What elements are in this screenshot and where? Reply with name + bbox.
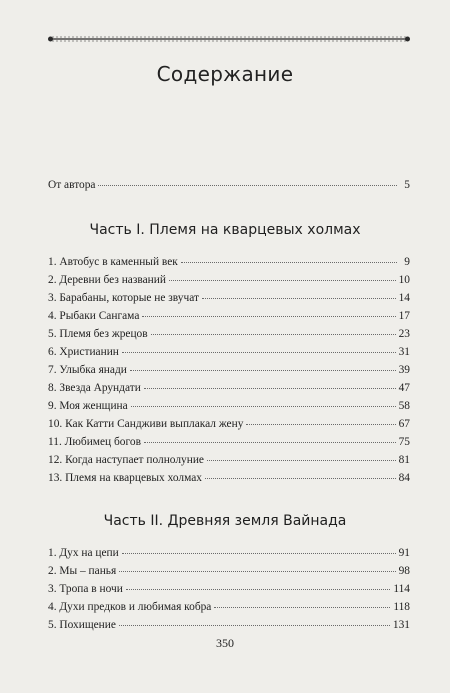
- dot-leader: [207, 459, 396, 461]
- toc-entry: [48, 417, 410, 431]
- toc-entry: [48, 273, 410, 287]
- toc-entry-label: 10. Как Катти Сандживи выплакал жену: [48, 418, 244, 430]
- toc-entry-page: 31: [398, 346, 410, 358]
- toc-entry-page: 118: [393, 601, 410, 613]
- dot-leader: [181, 261, 397, 263]
- toc-entry-label: 11. Любимец богов: [48, 436, 141, 448]
- toc-entry-page: 81: [398, 454, 410, 466]
- dot-leader: [119, 624, 390, 626]
- toc-entry: [48, 399, 410, 413]
- toc-entry: [48, 291, 410, 305]
- toc-entry-page: 114: [393, 583, 410, 595]
- dot-leader: [142, 315, 395, 317]
- toc-entry-label: 4. Рыбаки Сангама: [48, 310, 140, 322]
- toc-entry-page: 9: [404, 256, 410, 268]
- toc-entry-page: 75: [398, 436, 410, 448]
- dot-leader: [205, 477, 396, 479]
- toc-entry-label: 8. Звезда Арундати: [48, 382, 141, 394]
- toc-entry-label: 9. Моя женщина: [48, 400, 128, 412]
- dot-leader: [144, 441, 396, 443]
- toc-entry: [48, 453, 410, 467]
- toc-entry-label: 12. Когда наступает полнолуние: [48, 454, 204, 466]
- toc-entry-label: 5. Похищение: [48, 619, 116, 631]
- dot-leader: [169, 279, 396, 281]
- toc-entry-page: 91: [398, 547, 410, 559]
- toc-entry-label: 1. Автобус в каменный век: [48, 256, 178, 268]
- toc-entry-label: 1. Дух на цепи: [48, 547, 119, 559]
- toc-entry-label: 5. Племя без жрецов: [48, 328, 148, 340]
- toc-entry: [48, 564, 410, 578]
- toc-entry: [48, 600, 410, 614]
- toc-entry-page: 67: [398, 418, 410, 430]
- dot-leader: [246, 423, 395, 425]
- toc-entry-page: 5: [404, 179, 410, 191]
- part-2-title: Часть II. Древняя земля Вайнада: [103, 513, 347, 529]
- toc-entry-label: 13. Племя на кварцевых холмах: [48, 472, 202, 484]
- toc-entry-label: От автора: [48, 179, 96, 191]
- dot-leader: [144, 387, 396, 389]
- toc-entry-page: 98: [398, 565, 410, 577]
- toc-entry-page: 84: [398, 472, 410, 484]
- toc-entry: [48, 327, 410, 341]
- toc-entry-label: 2. Мы – панья: [48, 565, 117, 577]
- toc-entry-label: 3. Тропа в ночи: [48, 583, 123, 595]
- toc-entry-page: 39: [398, 364, 410, 376]
- dot-leader: [131, 405, 396, 407]
- dot-leader: [214, 606, 390, 608]
- toc-entry-page: 10: [398, 274, 410, 286]
- dot-leader: [126, 588, 390, 590]
- toc-entry: [48, 435, 410, 449]
- toc-entry-label: 7. Улыбка янади: [48, 364, 127, 376]
- dot-leader: [130, 369, 396, 371]
- toc-entry: [48, 381, 410, 395]
- dot-leader: [98, 184, 397, 186]
- toc-entry: [48, 546, 410, 560]
- toc-entry-label: 3. Барабаны, которые не звучат: [48, 292, 199, 304]
- toc-entry: [48, 363, 410, 377]
- toc-entry-page: 131: [392, 619, 410, 631]
- toc-entry: [48, 309, 410, 323]
- toc-entry-label: 4. Духи предков и любимая кобра: [48, 601, 212, 613]
- toc-entry-label: 2. Деревни без названий: [48, 274, 166, 286]
- toc-entry-page: 17: [398, 310, 410, 322]
- ornament-icon: [48, 34, 410, 44]
- toc-entry-label: 6. Христианин: [48, 346, 119, 358]
- dot-leader: [122, 351, 396, 353]
- toc-entry-page: 58: [398, 400, 410, 412]
- toc-entry: [48, 255, 410, 269]
- dot-leader: [151, 333, 396, 335]
- dot-leader: [122, 552, 396, 554]
- page-number: 350: [216, 636, 234, 650]
- toc-entry-page: 14: [398, 292, 410, 304]
- toc-entry: [48, 345, 410, 359]
- decorative-ornament-rule: [48, 34, 410, 44]
- dot-leader: [202, 297, 396, 299]
- toc-entry-page: 47: [398, 382, 410, 394]
- toc-entry: [48, 618, 410, 632]
- toc-entry: [48, 471, 410, 485]
- page-title: Содержание: [156, 62, 294, 86]
- toc-entry: [48, 582, 410, 596]
- part-1-title: Часть I. Племя на кварцевых холмах: [89, 222, 361, 238]
- toc-entry-intro: [48, 178, 410, 192]
- toc-entry-page: 23: [398, 328, 410, 340]
- dot-leader: [119, 570, 395, 572]
